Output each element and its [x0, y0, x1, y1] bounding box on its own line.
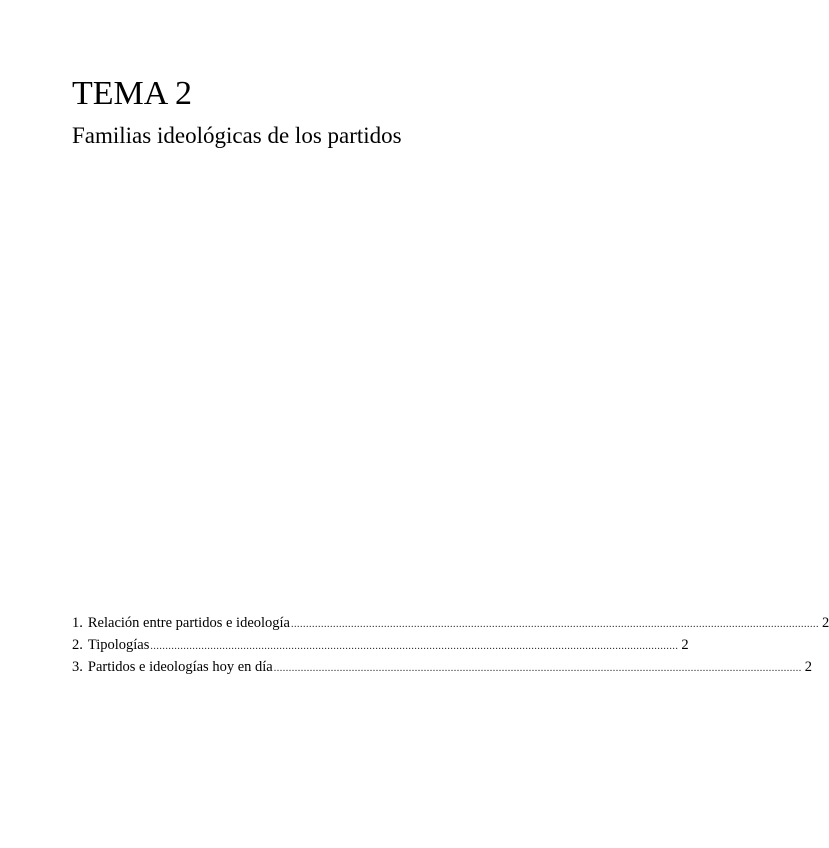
toc-entry-number: 2.: [72, 637, 83, 653]
toc-entry[interactable]: [72, 656, 812, 678]
toc-entry-title: Partidos e ideologías hoy en día: [87, 659, 273, 675]
toc-entry-title: Relación entre partidos e ideología: [87, 615, 290, 631]
toc-dot-leader: ................................................................................................................................................................................: [273, 663, 802, 674]
toc-dot-leader: ................................................................................................................................................................................: [150, 641, 679, 652]
toc-entry-page: 2: [804, 659, 812, 675]
toc-entry-page: 2: [822, 615, 829, 631]
toc-entry[interactable]: [72, 634, 689, 656]
toc-dot-leader: ................................................................................................................................................................................: [291, 619, 819, 630]
toc-entry-number: 3.: [72, 659, 83, 675]
page-title: TEMA 2: [72, 75, 192, 112]
toc-entry-title: Tipologías: [87, 637, 150, 653]
table-of-contents: [72, 612, 829, 678]
toc-entry-page: 2: [681, 637, 689, 653]
toc-entry[interactable]: [72, 612, 829, 634]
toc-entry-number: 1.: [72, 615, 83, 631]
page-subtitle: Familias ideológicas de los partidos: [72, 123, 402, 148]
